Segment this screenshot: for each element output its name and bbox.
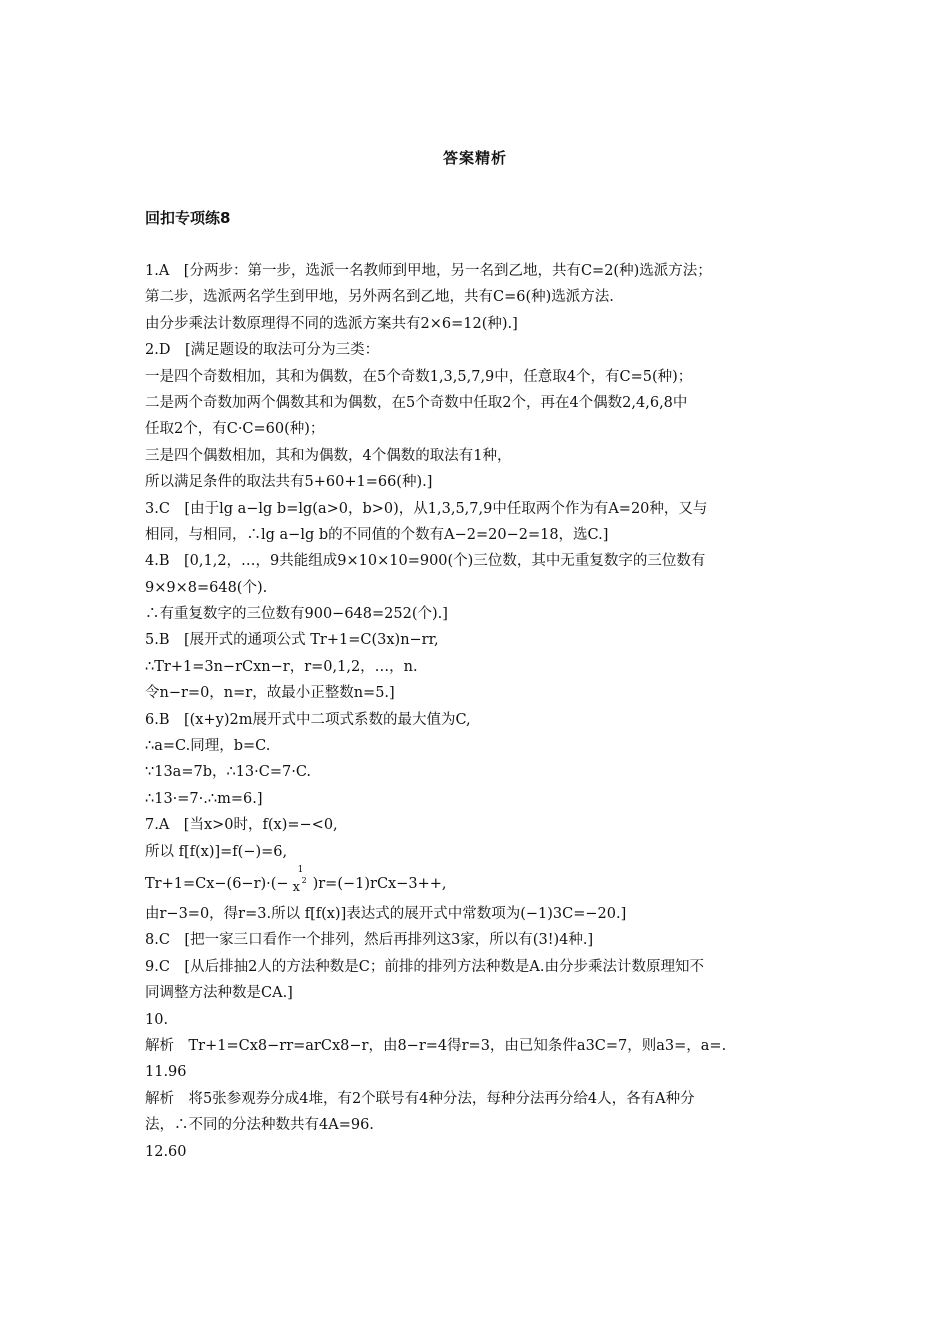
text-line: 7.A [当x>0时，f(x)=−<0, — [145, 817, 338, 834]
text-line: 6.B [(x+y)2m展开式中二项式系数的最大值为C, — [145, 711, 471, 728]
text-line: 三是四个偶数相加，其和为偶数，4个偶数的取法有1种， — [145, 447, 512, 464]
fraction-denominator: x — [292, 879, 300, 895]
formula-line — [145, 865, 815, 901]
text-line: 解析 Tr+1=Cx8−rr=arCx8−r，由8−r=4得r=3，由已知条件a3C=7，则a3=，a=. — [145, 1037, 727, 1054]
text-line: 第二步，选派两名学生到甲地，另外两名到乙地，共有C=6(种)选派方法. — [145, 289, 614, 306]
text-line: 10. — [145, 1011, 169, 1028]
text-line: 任取2个，有C·C=60(种)； — [145, 421, 325, 438]
text-line: 4.B [0,1,2，…，9共能组成9×10×10=900(个)三位数，其中无重复数字的三位数有 — [145, 553, 706, 570]
text-line: 令n−r=0，n=r，故最小正整数n=5.] — [145, 685, 395, 702]
fraction-numerator: 1 — [297, 864, 304, 875]
text-line: ∵13a=7b，∴13·C=7·C. — [145, 764, 312, 781]
text-line: 相同，与相同，∴lg a−lg b的不同值的个数有A−2=20−2=18，选C.] — [145, 526, 609, 543]
text-line: 解析 将5张参观券分成4堆，有2个联号有4种分法，每种分法再分给4人，各有A种分 — [145, 1090, 695, 1107]
answer-content — [145, 258, 815, 1165]
text-line: ∴a=C.同理，b=C. — [145, 738, 271, 755]
section-title: 回扣专项练8 — [145, 209, 231, 227]
text-line: 12.60 — [145, 1143, 187, 1160]
text-line: 二是两个奇数加两个偶数其和为偶数，在5个奇数中任取2个，再在4个偶数2,4,6,8中 — [145, 394, 688, 411]
text-line: 同调整方法种数是CA.] — [145, 985, 293, 1002]
text-line: 由分步乘法计数原理得不同的选派方案共有2×6=12(种).] — [145, 315, 518, 332]
text-line: 3.C [由于lg a−lg b=lg(a>0，b>0)，从1,3,5,7,9中任取两个作为有A=20种，又与 — [145, 500, 708, 517]
text-line: ∴有重复数字的三位数有900−648=252(个).] — [145, 606, 448, 623]
formula-suffix: )r=(−1)rCx−3++, — [312, 875, 447, 892]
text-line: 一是四个奇数相加，其和为偶数，在5个奇数1,3,5,7,9中，任意取4个，有C=5(种)； — [145, 368, 693, 385]
fraction-denominator-exponent: 2 — [301, 875, 307, 885]
text-line: 由r−3=0，得r=3.所以 f[f(x)]表达式的展开式中常数项为(−1)3C=−20.] — [145, 905, 627, 922]
text-line: ∴13·=7·.∴m=6.] — [145, 790, 263, 807]
text-line: 11.96 — [145, 1064, 187, 1081]
formula-prefix: Tr+1=Cx−(6−r)·(− — [145, 875, 289, 892]
text-line: 2.D [满足题设的取法可分为三类： — [145, 342, 380, 359]
fraction — [289, 864, 313, 897]
text-line: 1.A [分两步：第一步，选派一名教师到甲地，另一名到乙地，共有C=2(种)选派方法； — [145, 263, 712, 279]
text-line: 9×9×8=648(个). — [145, 579, 268, 596]
page-title: 答案精析 — [442, 149, 507, 167]
text-line: 5.B [展开式的通项公式 Tr+1=C(3x)n−rr, — [145, 632, 439, 649]
text-line: ∴Tr+1=3n−rCxn−r，r=0,1,2，…，n. — [145, 658, 418, 675]
text-line: 9.C [从后排抽2人的方法种数是C；前排的排列方法种数是A.由分步乘法计数原理知不 — [145, 958, 704, 975]
text-line: 8.C [把一家三口看作一个排列，然后再排列这3家，所以有(3!)4种.] — [145, 932, 594, 949]
text-line: 所以满足条件的取法共有5+60+1=66(种).] — [145, 474, 433, 491]
text-line: 所以 f[f(x)]=f(−)=6, — [145, 843, 288, 860]
text-line: 法，∴不同的分法种数共有4A=96. — [145, 1117, 374, 1134]
